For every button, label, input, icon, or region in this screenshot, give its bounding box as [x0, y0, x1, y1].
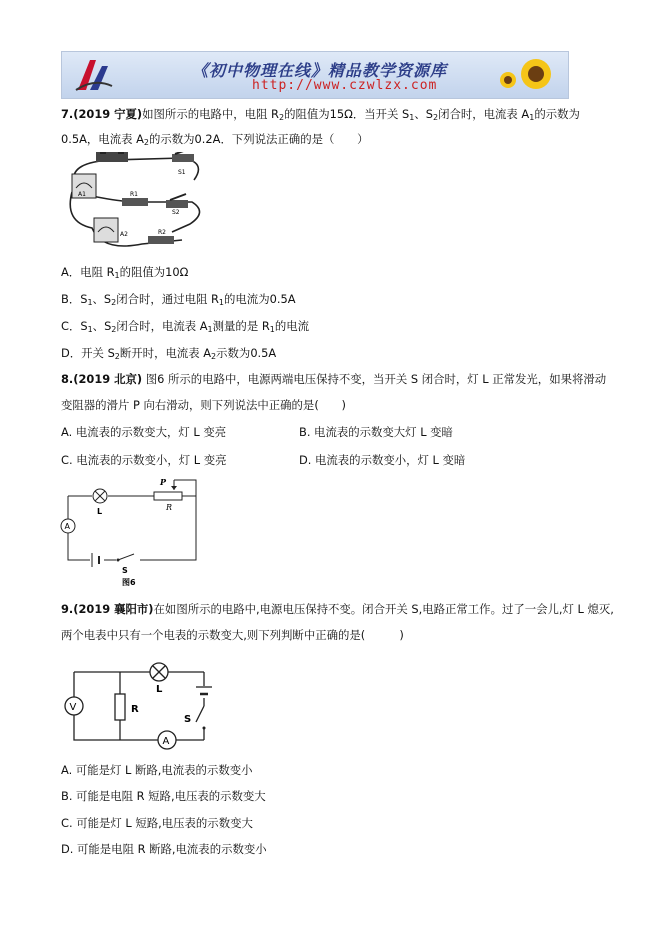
site-logo: [72, 56, 116, 94]
label-s: S: [122, 566, 128, 575]
switch-s1-icon: [172, 152, 194, 176]
q8-option-d: D. 电流表的示数变小，灯 L 变暗: [299, 453, 466, 467]
ammeter-a1-icon: [72, 174, 96, 198]
q8-option-a: A. 电流表的示数变大，灯 L 变亮: [61, 425, 227, 439]
option-text: 测量的是 R: [212, 319, 270, 333]
q9-option-b: B. 可能是电阻 R 短路,电压表的示数变大: [61, 789, 266, 803]
label-s: S: [184, 714, 192, 725]
option-text: 的阻值为10Ω: [119, 265, 189, 279]
q9-source: (2019 襄阳市): [73, 602, 154, 616]
label-r1: R1: [130, 191, 138, 198]
option-text: 、S: [92, 319, 112, 333]
label-a: A: [64, 522, 70, 531]
label-l: L: [156, 684, 163, 695]
header-banner: [61, 51, 569, 99]
q7-stem-text: 如图所示的电路中，电阻 R: [142, 107, 279, 121]
label-a: A: [162, 736, 170, 747]
label-r: R: [131, 704, 139, 715]
option-sub: 2: [111, 325, 117, 334]
resistor-r1-icon: [122, 191, 148, 206]
ammeter-a2-icon: [94, 218, 128, 242]
q9-stem-line1: [61, 601, 614, 617]
option-sub: 1: [87, 298, 93, 307]
option-text: 断开时，电流表 A: [119, 346, 212, 360]
rheostat-icon: [154, 477, 182, 512]
option-sub: 1: [207, 325, 213, 334]
q9-stem-text: 在如图所示的电路中,电源电压保持不变。闭合开关 S,电路正常工作。过了一会儿,灯 L 熄灭,: [153, 602, 614, 616]
option-sub: 1: [87, 325, 93, 334]
q8-circuit-figure: [56, 476, 202, 588]
q7-option-c: [61, 318, 309, 338]
label-r2: R2: [158, 229, 166, 236]
q7-stem-line2: 0.5A，电流表 $A_2$的示数为0.2A．下列说法正确的是（ ）: [61, 132, 369, 147]
q7-option-a: [61, 264, 188, 284]
sunflower-icon: [494, 54, 564, 96]
q9-circuit-figure: [62, 656, 214, 750]
banner-title: 《初中物理在线》精品教学资源库: [192, 61, 448, 80]
q7-stem-text: 、S: [414, 107, 433, 121]
label-a2: A2: [120, 231, 128, 238]
q8-stem-text: 图6 所示的电路中，电源两端电压保持不变，当开关 S 闭合时，灯 L 正常发光，如果将滑动: [145, 372, 607, 386]
option-text: 的电流为0.5A: [224, 292, 296, 306]
ammeter-icon: [61, 519, 75, 533]
q7-stem-text: 的示数为0.2A．下列说法正确的是（ ）: [148, 132, 369, 146]
option-text: A．电阻 R: [61, 265, 115, 279]
option-text: D．开关 S: [61, 346, 115, 360]
option-sub: 1: [269, 325, 275, 334]
option-text: B．S: [61, 292, 88, 306]
resistor-r-icon: [115, 694, 139, 720]
q9-number: 9.: [61, 602, 74, 616]
option-text: 闭合时，通过电阻 R: [116, 292, 219, 306]
battery-icon: [90, 552, 104, 567]
switch-s2-icon: [166, 194, 188, 216]
q7-stem-text: 闭合时，电流表 A: [438, 107, 530, 121]
label-a1: A1: [78, 191, 86, 198]
banner-url: http://www.czwlzx.com: [252, 78, 438, 93]
option-sub: 2: [211, 352, 217, 361]
label-s2: S2: [172, 209, 180, 216]
q7-circuit-figure: [62, 152, 212, 254]
label-l: L: [97, 507, 103, 516]
q7-stem-text: 的阻值为15Ω．当开关 S: [284, 107, 410, 121]
q7-stem-text: 0.5A，电流表 A: [61, 132, 144, 146]
option-text: 示数为0.5A: [216, 346, 277, 360]
voltmeter-icon: [65, 697, 83, 715]
lamp-l-icon: [150, 663, 168, 695]
q9-option-d: D. 可能是电阻 R 断路,电流表的示数变小: [61, 842, 267, 856]
option-sub: 2: [114, 352, 120, 361]
switch-s-icon: [184, 706, 206, 730]
option-sub: 2: [111, 298, 117, 307]
q7-stem-line1: 7.(2019 宁夏)如图所示的电路中，电阻 $R_2$的阻值为15Ω．当开关 $S_1$、$S_2$闭合时，电流表 $A_1$的示数为: [61, 107, 580, 122]
q9-stem-line2: 两个电表中只有一个电表的示数变大,则下列判断中正确的是( ): [61, 628, 404, 642]
q8-stem-line2: 变阻器的滑片 P 向右滑动，则下列说法中正确的是( ): [61, 398, 346, 412]
label-p: P: [160, 477, 167, 487]
label-v: V: [69, 702, 77, 713]
q8-option-b: B. 电流表的示数变大灯 L 变暗: [299, 425, 453, 439]
label-r: R: [166, 503, 173, 512]
switch-s-icon: [116, 554, 140, 575]
option-text: 、S: [92, 292, 112, 306]
q7-number: 7.: [61, 107, 74, 121]
battery-icon: [96, 152, 128, 162]
q9-option-a: A. 可能是灯 L 断路,电流表的示数变小: [61, 763, 253, 777]
q8-number: 8.: [61, 372, 74, 386]
q7-option-d: [61, 345, 276, 365]
q7-option-b: [61, 291, 296, 311]
q7-stem-text: 的示数为: [534, 107, 580, 121]
q9-option-c: C. 可能是灯 L 短路,电压表的示数变大: [61, 816, 253, 830]
option-sub: 1: [114, 271, 120, 280]
q8-source: (2019 北京): [73, 372, 143, 386]
label-s1: S1: [178, 169, 186, 176]
option-text: C．S: [61, 319, 88, 333]
option-sub: 1: [218, 298, 225, 307]
resistor-r2-icon: [148, 229, 174, 244]
q7-source: (2019 宁夏): [73, 107, 143, 121]
option-text: 的电流: [274, 319, 310, 333]
option-text: 闭合时，电流表 A: [116, 319, 208, 333]
lamp-l-icon: [93, 489, 107, 516]
battery-icon: [196, 687, 212, 694]
q8-option-c: C. 电流表的示数变小，灯 L 变亮: [61, 453, 227, 467]
q8-figure-caption: 图6: [122, 578, 136, 587]
q8-stem-line1: [61, 371, 606, 387]
ammeter-icon: [158, 731, 176, 749]
